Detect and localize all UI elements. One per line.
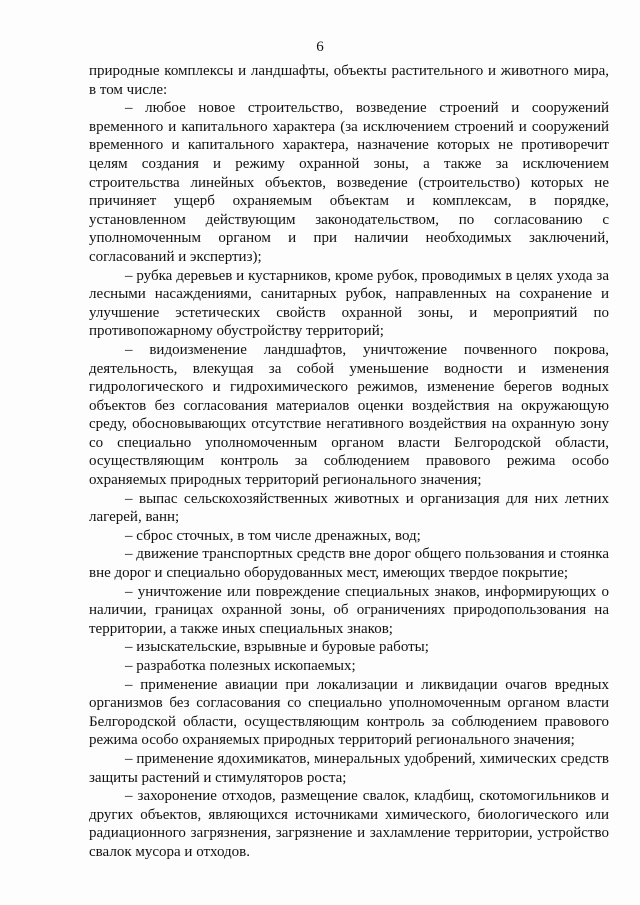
- paragraph-grazing: – выпас сельскохозяйственных животных и организация для них летних лагерей, ванн;: [89, 490, 609, 526]
- document-body: [89, 62, 609, 862]
- paragraph-landscape-change: – видоизменение ландшафтов, уничтожение почвенного покрова, деятельность, влекущая за собой уменьшение водности и изменения гидрологического и гидрохимического режимов, изменение берегов водных объектов без согласования материалов оценки воздействия на окружающую среду, обосновывающих отсутствие негативного воздействия на охранную зону со специально уполномоченным органом власти Белгородской области, осуществляющим контроль за соблюдением правового режима особо охраняемых природных территорий регионального значения;: [89, 341, 609, 489]
- paragraph-wastewater: – сброс сточных, в том числе дренажных, вод;: [125, 527, 421, 544]
- paragraph-signs: – уничтожение или повреждение специальных знаков, информирующих о наличии, границах охранной зоны, об ограничениях природопользования на территории, а также иных специальных знаков;: [89, 583, 609, 637]
- paragraph-waste-disposal: – захоронение отходов, размещение свалок, кладбищ, скотомогильников и других объектов, являющихся источниками химического, биологического или радиационного загрязнения, загрязнение и захламление территории, устройство свалок мусора и отходов.: [89, 788, 609, 860]
- paragraph-vehicles: – движение транспортных средств вне дорог общего пользования и стоянка вне дорог и специально оборудованных мест, имеющих твердое покрытие;: [89, 546, 609, 582]
- paragraph-survey-works: – изыскательские, взрывные и буровые работы;: [125, 639, 429, 656]
- paragraph-chemicals: – применение ядохимикатов, минеральных удобрений, химических средств защиты растений и стимуляторов роста;: [89, 750, 609, 786]
- paragraph-aviation: – применение авиации при локализации и ликвидации очагов вредных организмов без согласования со специально уполномоченным органом власти Белгородской области, осуществляющим контроль за соблюдением правового режима особо охраняемых природных территорий регионального значения;: [89, 676, 609, 749]
- paragraph-construction: – любое новое строительство, возведение строений и сооружений временного и капитального характера (за исключением строений и сооружений временного и капитального характера, назначение которых не противоречит целям создания и режиму охранной зоны, а также за исключением строительства линейных объектов, возведение (строительство) которых не причиняет ущерб охраняемым объектам и комплексам, в порядке, установленном действующим законодательством, по согласованию с уполномоченным органом и при наличии необходимых заключений, согласований и экспертиз);: [89, 100, 609, 265]
- page-number: 6: [316, 39, 324, 55]
- paragraph-intro: природные комплексы и ландшафты, объекты растительного и животного мира, в том числе:: [89, 63, 609, 98]
- paragraph-tree-felling: – рубка деревьев и кустарников, кроме рубок, проводимых в целях ухода за лесными насаждениями, санитарных рубок, направленных на сохранение и улучшение эстетических свойств охранной зоны, и мероприятий по противопожарному обустройству территорий;: [89, 267, 609, 340]
- paragraph-mining: – разработка полезных ископаемых;: [125, 658, 356, 674]
